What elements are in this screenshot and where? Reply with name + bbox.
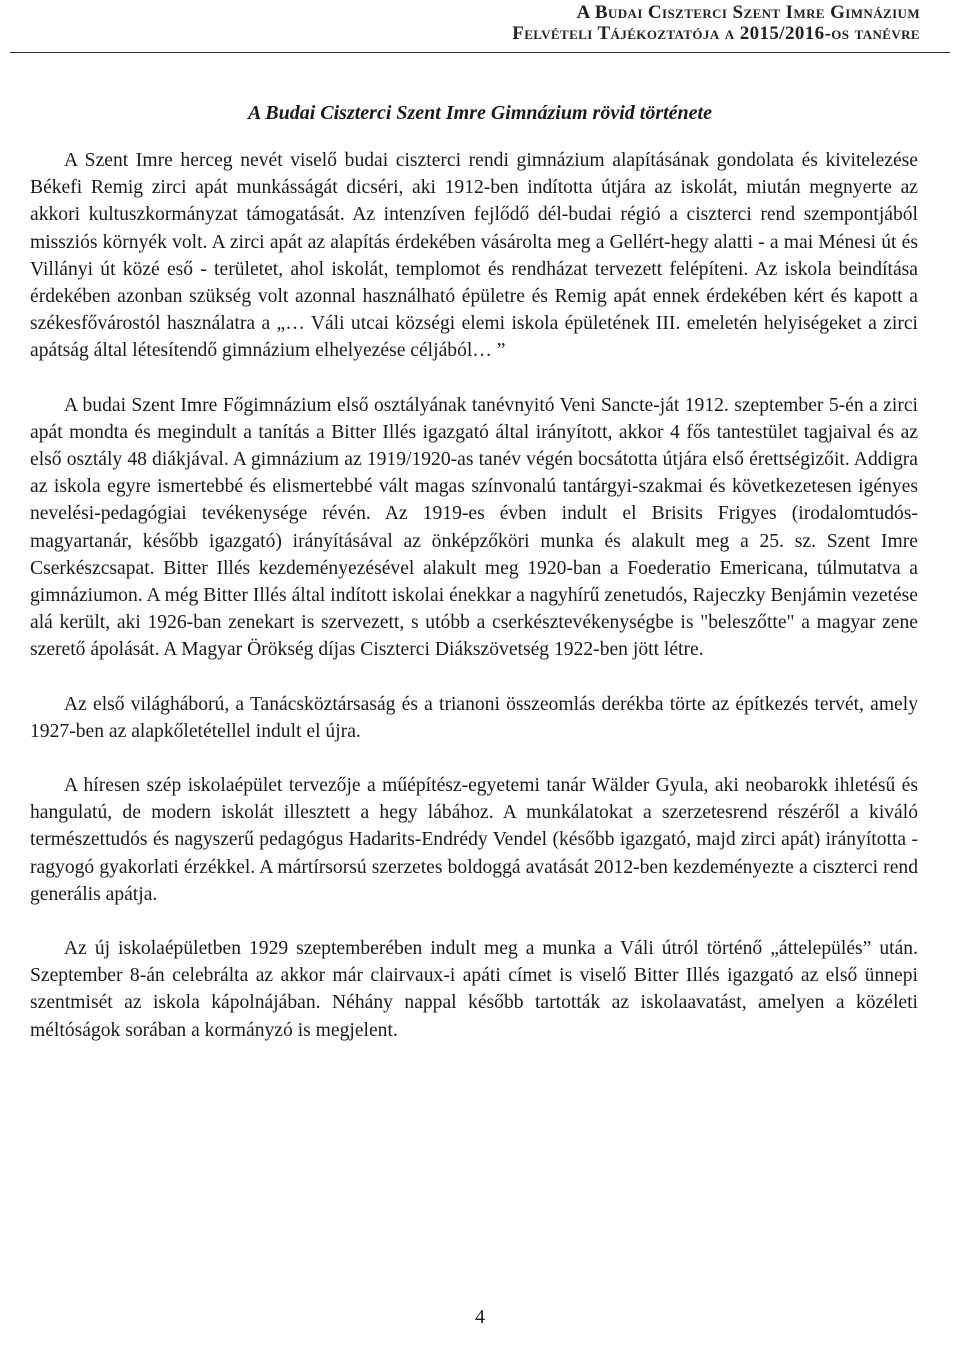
page-number: 4 <box>475 1306 485 1328</box>
section-title: A Budai Ciszterci Szent Imre Gimnázium rövid története <box>248 102 712 124</box>
paragraph-new-building: Az új iskolaépületben 1929 szeptemberében indult meg a munka a Váli útról történő „áttelepülés” után. Szeptember 8-án celebrálta az akkor már clairvaux-i apáti címet is viselő Bitter Illés igazgató az első ünnepi szentmisét az iskola kápolnájában. Néhány nappal később tartották az iskolaavatást, amelyen a közéleti méltóságok sorában a kormányzó is megjelent. <box>30 938 918 1041</box>
running-header <box>512 2 920 44</box>
header-document-title: Felvételi Tájékoztatója a 2015/2016-os tanévre <box>512 23 920 44</box>
paragraph-first-years: A budai Szent Imre Főgimnázium első osztályának tanévnyitó Veni Sancte-ját 1912. szeptember 5-én a zirci apát mondta és megindult a tanítás a Bitter Illés igazgató által irányított, akkor 4 fős tantestület tagjaival és az első osztály 48 diákjával. A gimnázium az 1919/1920-as tanév végén bocsátotta útjára első érettségizőit. Addigra az iskola egyre ismertebbé és elismertebbé vált magas színvonalú tantárgyi-szakmai és következetesen igényes nevelési-pedagógiai tevékenysége révén. Az 1919-es évben indult el Brisits Frigyes (irodalomtudós-magyartanár, később igazgató) irányításával az önképzőköri munka és alakult meg a 25. sz. Szent Imre Cserkészcsapat. Bitter Illés kezdeményezésével alakult meg 1920-ban a Foederatio Emericana, túlmutatva a gimnáziumon. A még Bitter Illés által indított iskolai énekkar a nagyhírű zenetudós, Rajeczky Benjámin vezetése alá került, aki 1926-ban zenekart is szervezett, s utóbb a cserkésztevékenységbe is "beleszőtte" a magyar zene szerető ápolását. A Magyar Örökség díjas Ciszterci Diákszövetség 1922-ben jött létre. <box>30 394 918 661</box>
paragraph-founding: A Szent Imre herceg nevét viselő budai ciszterci rendi gimnázium alapításának gondolata és kivitelezése Békefi Remig zirci apát munkásságát dicséri, aki 1912-ben indította útjára az iskolát, miután megnyerte az akkori kultuszkormányzat támogatását. Az intenzíven fejlődő dél-budai régió a ciszterci rend szempontjából missziós környék volt. A zirci apát az alapítás érdekében vásárolta meg a Gellért-hegy alatti - a mai Ménesi út és Villányi út közé eső - területet, ahol iskolát, templomot és rendházat tervezett felépíteni. Az iskola beindítása érdekében azonban szükség volt azonnal használható épületre és Remig apát ennek érdekében kért és kapott a székesfővárostól használatra a „… Váli utcai községi elemi iskola épületének III. emeletén helyiségeket a zirci apátság által létesítendő gimnázium elhelyezése céljából… ” <box>30 150 918 362</box>
paragraph-war-interruption: Az első világháború, a Tanácsköztársaság és a trianoni összeomlás derékba törte az építkezés tervét, amely 1927-ben az alapkőletétellel indult el újra. <box>30 693 918 742</box>
header-school-name: A Budai Ciszterci Szent Imre Gimnázium <box>576 2 920 23</box>
header-divider <box>10 52 950 53</box>
body-text <box>30 147 918 1071</box>
paragraph-building-design: A híresen szép iskolaépület tervezője a műépítész-egyetemi tanár Wälder Gyula, aki neobarokk ihletésű és hangulatú, de modern iskolát illesztett a hegy lábához. A munkálatokat a szerzetesrend részéről a kiváló természettudós és nagyszerű pedagógus Hadarits-Endrédy Vendel (később igazgató, majd zirci apát) irányította - ragyogó gyakorlati érzékkel. A mártírsorsú szerzetes boldoggá avatását 2012-ben kezdeményezte a ciszterci rend generális apátja. <box>30 775 918 905</box>
